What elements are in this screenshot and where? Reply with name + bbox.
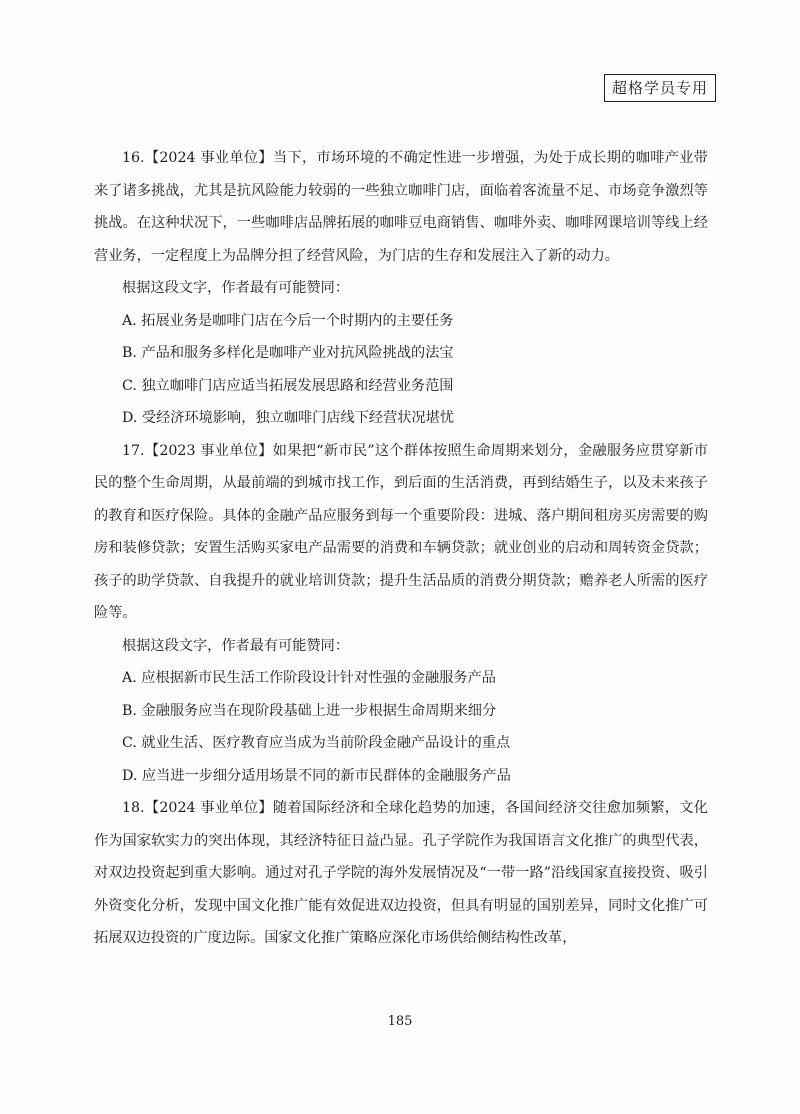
question-16-option-a: A. 拓展业务是咖啡门店在今后一个时期内的主要任务 bbox=[122, 312, 454, 329]
question-17-stem: 17.【2023 事业单位】如果把“新市民”这个群体按照生命周期来划分，金融服务应贯穿新市民的整个生命周期，从最前端的到城市找工作，到后面的生活消费，再到结婚生子，以及未来孩子的教育和医疗保险。具体的金融产品应服务到每一个重要阶段：进城、落户期间租房买房需要的购房和装修贷款；安置生活购买家电产品需要的消费和车辆贷款；就业创业的启动和周转资金贷款；孩子的助学贷款、自我提升的就业培训贷款；提升生活品质的消费分期贷款；赡养老人所需的医疗险等。 bbox=[94, 442, 708, 621]
question-17-option-b: B. 金融服务应当在现阶段基础上进一步根据生命周期来细分 bbox=[122, 702, 497, 719]
question-17-option-a: A. 应根据新市民生活工作阶段设计针对性强的金融服务产品 bbox=[122, 670, 496, 686]
member-only-badge: 超格学员专用 bbox=[604, 74, 716, 102]
page-number: 185 bbox=[387, 1014, 413, 1029]
question-17-prompt: 根据这段文字，作者最有可能赞同： bbox=[122, 637, 350, 654]
question-16-option-b: B. 产品和服务多样化是咖啡产业对抗风险挑战的法宝 bbox=[122, 345, 454, 361]
page-content bbox=[94, 142, 708, 955]
question-16-option-c: C. 独立咖啡门店应适当拓展发展思路和经营业务范围 bbox=[122, 377, 454, 394]
question-18-stem: 18.【2024 事业单位】随着国际经济和全球化趋势的加速，各国间经济交往愈加频繁，文化作为国家软实力的突出体现，其经济特征日益凸显。孔子学院作为我国语言文化推广的典型代表，对双边投资起到重大影响。通过对孔子学院的海外发展情况及“一带一路”沿线国家直接投资、吸引外资变化分析，发现中国文化推广能有效促进双边投资，但具有明显的国别差异，同时文化推广可拓展双边投资的广度边际。国家文化推广策略应深化市场供给侧结构性改革， bbox=[94, 800, 708, 946]
question-16-prompt: 根据这段文字，作者最有可能赞同： bbox=[122, 280, 350, 296]
question-17-option-c: C. 就业生活、医疗教育应当成为当前阶段金融产品设计的重点 bbox=[122, 735, 511, 751]
question-17-option-d: D. 应当进一步细分适用场景不同的新市民群体的金融服务产品 bbox=[122, 767, 511, 784]
question-16-stem: 16.【2024 事业单位】当下，市场环境的不确定性进一步增强，为处于成长期的咖啡产业带来了诸多挑战，尤其是抗风险能力较弱的一些独立咖啡门店，面临着客流量不足、市场竞争激烈等挑战。在这种状况下，一些咖啡店品牌拓展的咖啡豆电商销售、咖啡外卖、咖啡网课培训等线上经营业务，一定程度上为品牌分担了经营风险，为门店的生存和发展注入了新的动力。 bbox=[94, 150, 708, 264]
question-16-option-d: D. 受经济环境影响，独立咖啡门店线下经营状况堪忧 bbox=[122, 410, 455, 426]
